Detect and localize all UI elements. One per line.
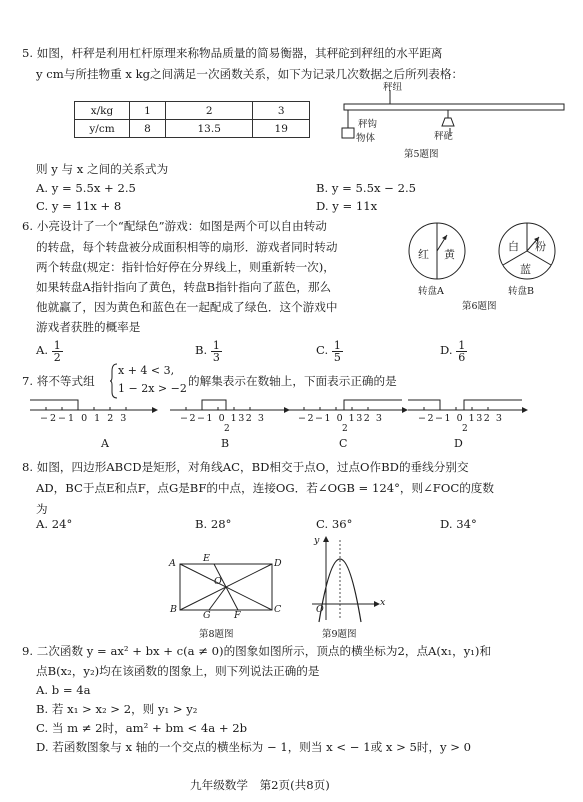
fraction: $\frac{1}{3}$ (212, 338, 220, 364)
table-row (75, 120, 310, 138)
numberline-d-ticks: −2−1 0 132 3 (418, 413, 504, 424)
q5-option-b: B. y = 5.5x − 2.5 (316, 181, 417, 195)
q8-option-d: D. 34° (440, 517, 477, 531)
q5-line1: 5. 如图，杆秤是利用杠杆原理来称物品质量的简易衡器，其秤砣到秤纽的水平距离 (22, 46, 443, 60)
q6-line1: 6. 小亮设计了一个“配绿色”游戏：如图是两个可以自由转动 (22, 219, 327, 233)
q9-line2: 点B(x₂，y₂)均在该函数的图象上，则下列说法正确的是 (36, 664, 320, 678)
brace (110, 363, 118, 399)
q9-option-c: C. 当 m ≠ 2时，am² + bm < 4a + 2b (36, 721, 248, 735)
point-f: F (234, 610, 241, 621)
point-b: B (170, 604, 177, 615)
numberline-b-ticks: −2−1 0 132 3 (180, 413, 266, 424)
q6-option-c: C. $\frac{1}{5}$ (316, 338, 341, 364)
wheel-b-left: 白 (508, 240, 519, 253)
wheel-b-caption: 转盘B (508, 286, 534, 297)
half-denominator-c: 2 (342, 424, 348, 434)
point-o: O (214, 576, 222, 587)
q6-line2: 的转盘，每个转盘被分成面积相等的扇形．游戏者同时转动 (36, 240, 338, 254)
wheel-b-right: 粉 (535, 240, 546, 253)
half-denominator-d: 2 (462, 424, 468, 434)
q8-line1: 8. 如图，四边形ABCD是矩形，对角线AC，BD相交于点O，过点O作BD的垂线分别交 (22, 460, 469, 474)
wheel-a-left: 红 (418, 248, 429, 261)
point-e: E (203, 553, 210, 564)
q9-option-a: A. b = 4a (36, 683, 91, 697)
table-cell: 8 (130, 120, 166, 138)
numberline-c-ticks: −2−1 0 132 3 (298, 413, 384, 424)
fig6-caption: 第6题图 (462, 301, 497, 312)
label-gou: 秤钩 (358, 119, 378, 130)
point-a: A (169, 558, 176, 569)
wheel-a-right: 黄 (444, 248, 455, 261)
rectangle-figure (180, 562, 280, 612)
system-line-2: 1 − 2x > −2 (118, 382, 187, 395)
q8-line3: 为 (36, 502, 48, 516)
q5-table (74, 101, 310, 138)
axis-x-label: x (380, 597, 386, 608)
table-cell: 3 (253, 102, 310, 120)
fraction: $\frac{1}{6}$ (458, 338, 466, 364)
axis-y-label: y (314, 535, 320, 546)
q9-option-b: B. 若 x₁ > x₂ > 2，则 y₁ > y₂ (36, 702, 198, 716)
fig9-caption: 第9题图 (322, 629, 357, 640)
q6-option-a: A. $\frac{1}{2}$ (36, 338, 61, 364)
q6-option-b: B. $\frac{1}{3}$ (195, 338, 220, 364)
table-cell: 13.5 (165, 120, 252, 138)
q5-option-a: A. y = 5.5x + 2.5 (36, 181, 136, 195)
choice-c-label: C (339, 437, 348, 450)
table-row (75, 102, 310, 120)
q6-line3: 两个转盘(规定：指针恰好停在分界线上，则重新转一次)， (36, 260, 335, 274)
q6-line6: 游戏者获胜的概率是 (36, 320, 141, 334)
q9-option-d: D. 若函数图象与 x 轴的一个交点的横坐标为 − 1，则当 x < − 1或 x > 5时，y > 0 (36, 740, 472, 754)
label-wu: 物体 (356, 133, 376, 144)
q6-line5: 他就赢了，因为黄色和蓝色在一起配成了绿色．这个游戏中 (36, 300, 338, 314)
table-cell: x/kg (75, 102, 130, 120)
q8-option-a: A. 24° (36, 517, 73, 531)
table-cell: 19 (253, 120, 310, 138)
q5-option-c: C. y = 11x + 8 (36, 199, 122, 213)
origin-label: O (316, 604, 324, 615)
point-g: G (203, 610, 211, 621)
q7-suffix: 的解集表示在数轴上，下面表示正确的是 (188, 374, 397, 388)
fig8-caption: 第8题图 (199, 629, 234, 640)
q6-line4: 如果转盘A指针指向了黄色，转盘B指针指向了蓝色，那么 (36, 280, 332, 294)
point-c: C (274, 604, 282, 615)
point-d: D (274, 558, 282, 569)
numberline-a-ticks: −2−1 0 1 2 3 (40, 413, 129, 424)
q9-line1: 9. 二次函数 y = ax² + bx + c(a ≠ 0)的图象如图所示，顶点的横坐标为2，点A(x₁，y₁)和 (22, 644, 492, 658)
choice-d-label: D (454, 437, 463, 450)
table-cell: 2 (165, 102, 252, 120)
q8-option-b: B. 28° (195, 517, 232, 531)
q5-line2: y cm与所挂物重 x kg之间满足一次函数关系，如下为记录几次数据之后所列表格： (36, 67, 464, 81)
fig5-caption: 第5题图 (404, 149, 439, 160)
q8-option-c: C. 36° (316, 517, 353, 531)
system-line-1: x + 4 < 3, (118, 364, 175, 377)
table-cell: 1 (130, 102, 166, 120)
table-cell: y/cm (75, 120, 130, 138)
label-niu: 秤纽 (383, 82, 403, 93)
q6-option-d: D. $\frac{1}{6}$ (440, 338, 466, 364)
q5-option-d: D. y = 11x (316, 199, 378, 213)
label-tuo: 秤砣 (434, 131, 454, 142)
q7-prefix: 7. 将不等式组 (22, 374, 95, 388)
fraction: $\frac{1}{5}$ (333, 338, 341, 364)
choice-b-label: B (221, 437, 230, 450)
wheel-a (407, 221, 467, 281)
page-footer: 九年级数学 第2页(共8页) (190, 778, 330, 792)
half-denominator-b: 2 (224, 424, 230, 434)
choice-a-label: A (101, 437, 109, 450)
q5-question: 则 y 与 x 之间的关系式为 (36, 162, 169, 176)
q8-line2: AD，BC于点E和点F，点G是BF的中点，连接OG．若∠OGB = 124°，则∠FOC的度数 (36, 481, 494, 495)
fraction: $\frac{1}{2}$ (53, 338, 61, 364)
wheel-a-caption: 转盘A (418, 286, 444, 297)
wheel-b-bottom: 蓝 (520, 263, 531, 276)
